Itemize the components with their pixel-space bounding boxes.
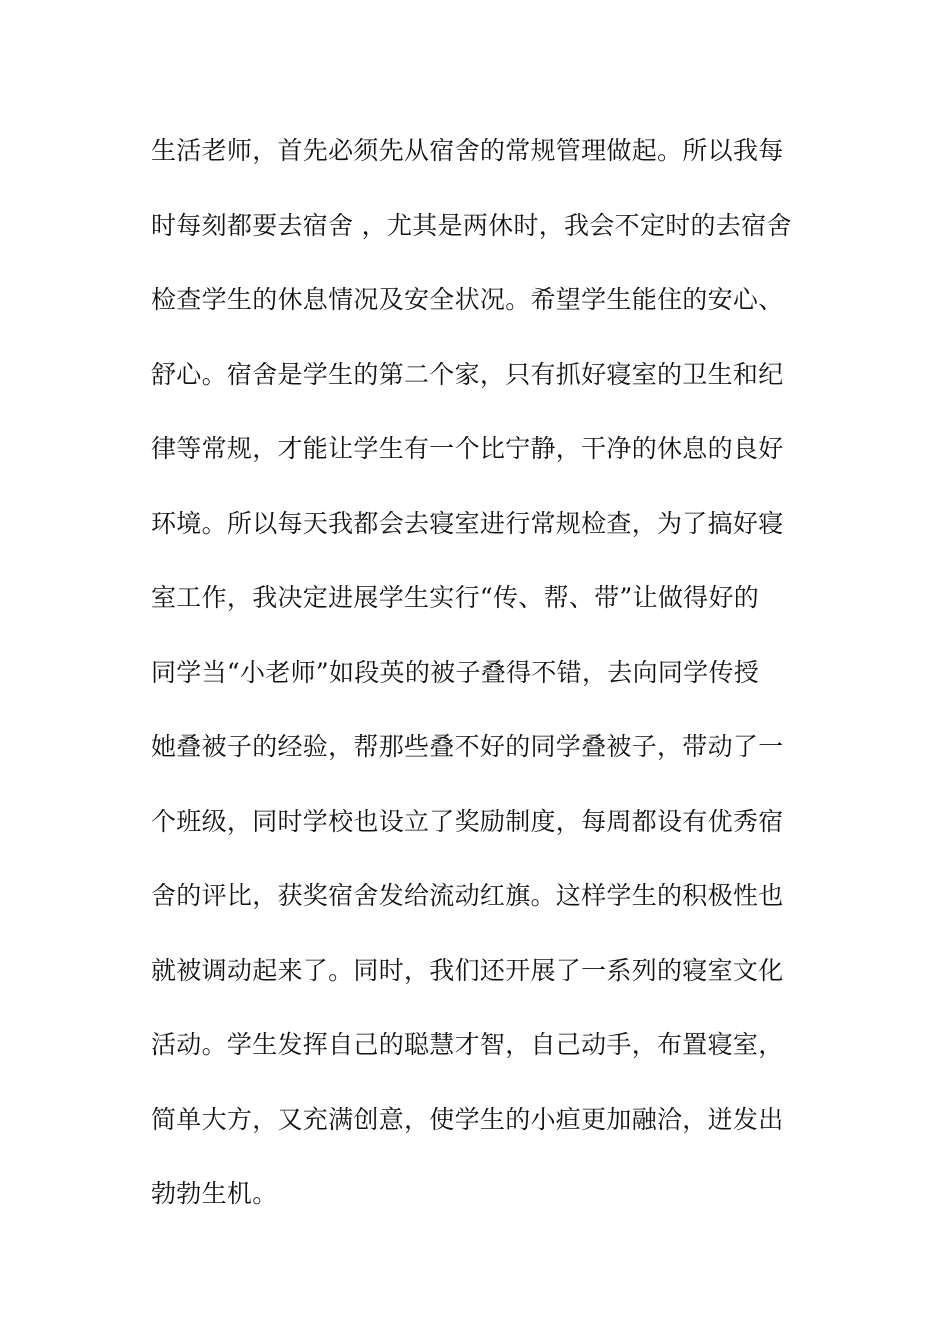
- text-line: 舒心。宿舍是学生的第二个家，只有抓好寝室的卫生和纪: [151, 359, 784, 389]
- text-line: 她叠被子的经验，帮那些叠不好的同学叠被子，带动了一: [151, 732, 784, 761]
- text-line: 时每刻都要去宿舍 ，尤其是两休时，我会不定时的去宿舍: [151, 210, 792, 240]
- text-line: 活动。学生发挥自己的聪慧才智，自己动手，布置寝室，: [151, 1030, 784, 1059]
- text-line: 简单大方，又充满创意，使学生的小疸更加融洽，迸发出: [151, 1104, 784, 1134]
- text-line: 个班级，同时学校也设立了奖励制度，每周都设有优秀宿: [151, 806, 784, 836]
- text-line: 律等常规，才能让学生有一个比宁静，干净的休息的良好: [151, 434, 784, 463]
- text-line: 环境。所以每天我都会去寝室进行常规检查，为了搞好寝: [151, 508, 784, 538]
- text-line: 检查学生的休息情况及安全状况。希望学生能住的安心、: [151, 285, 784, 314]
- text-line: 室工作，我决定进展学生实行“传、帮、带”让做得好的: [151, 583, 760, 612]
- text-line: 同学当“小老师”如段英的被子叠得不错，去向同学传授: [151, 657, 760, 687]
- text-line: 就被调动起来了。同时，我们还开展了一系列的寝室文化: [151, 955, 784, 985]
- text-line: 舍的评比，获奖宿舍发给流动红旗。这样学生的积极性也: [151, 881, 784, 910]
- body-paragraph: [151, 129, 811, 1247]
- text-line: 勃勃生机。: [151, 1179, 278, 1208]
- text-line: 生活老师，首先必须先从宿舍的常规管理做起。所以我每: [151, 136, 784, 165]
